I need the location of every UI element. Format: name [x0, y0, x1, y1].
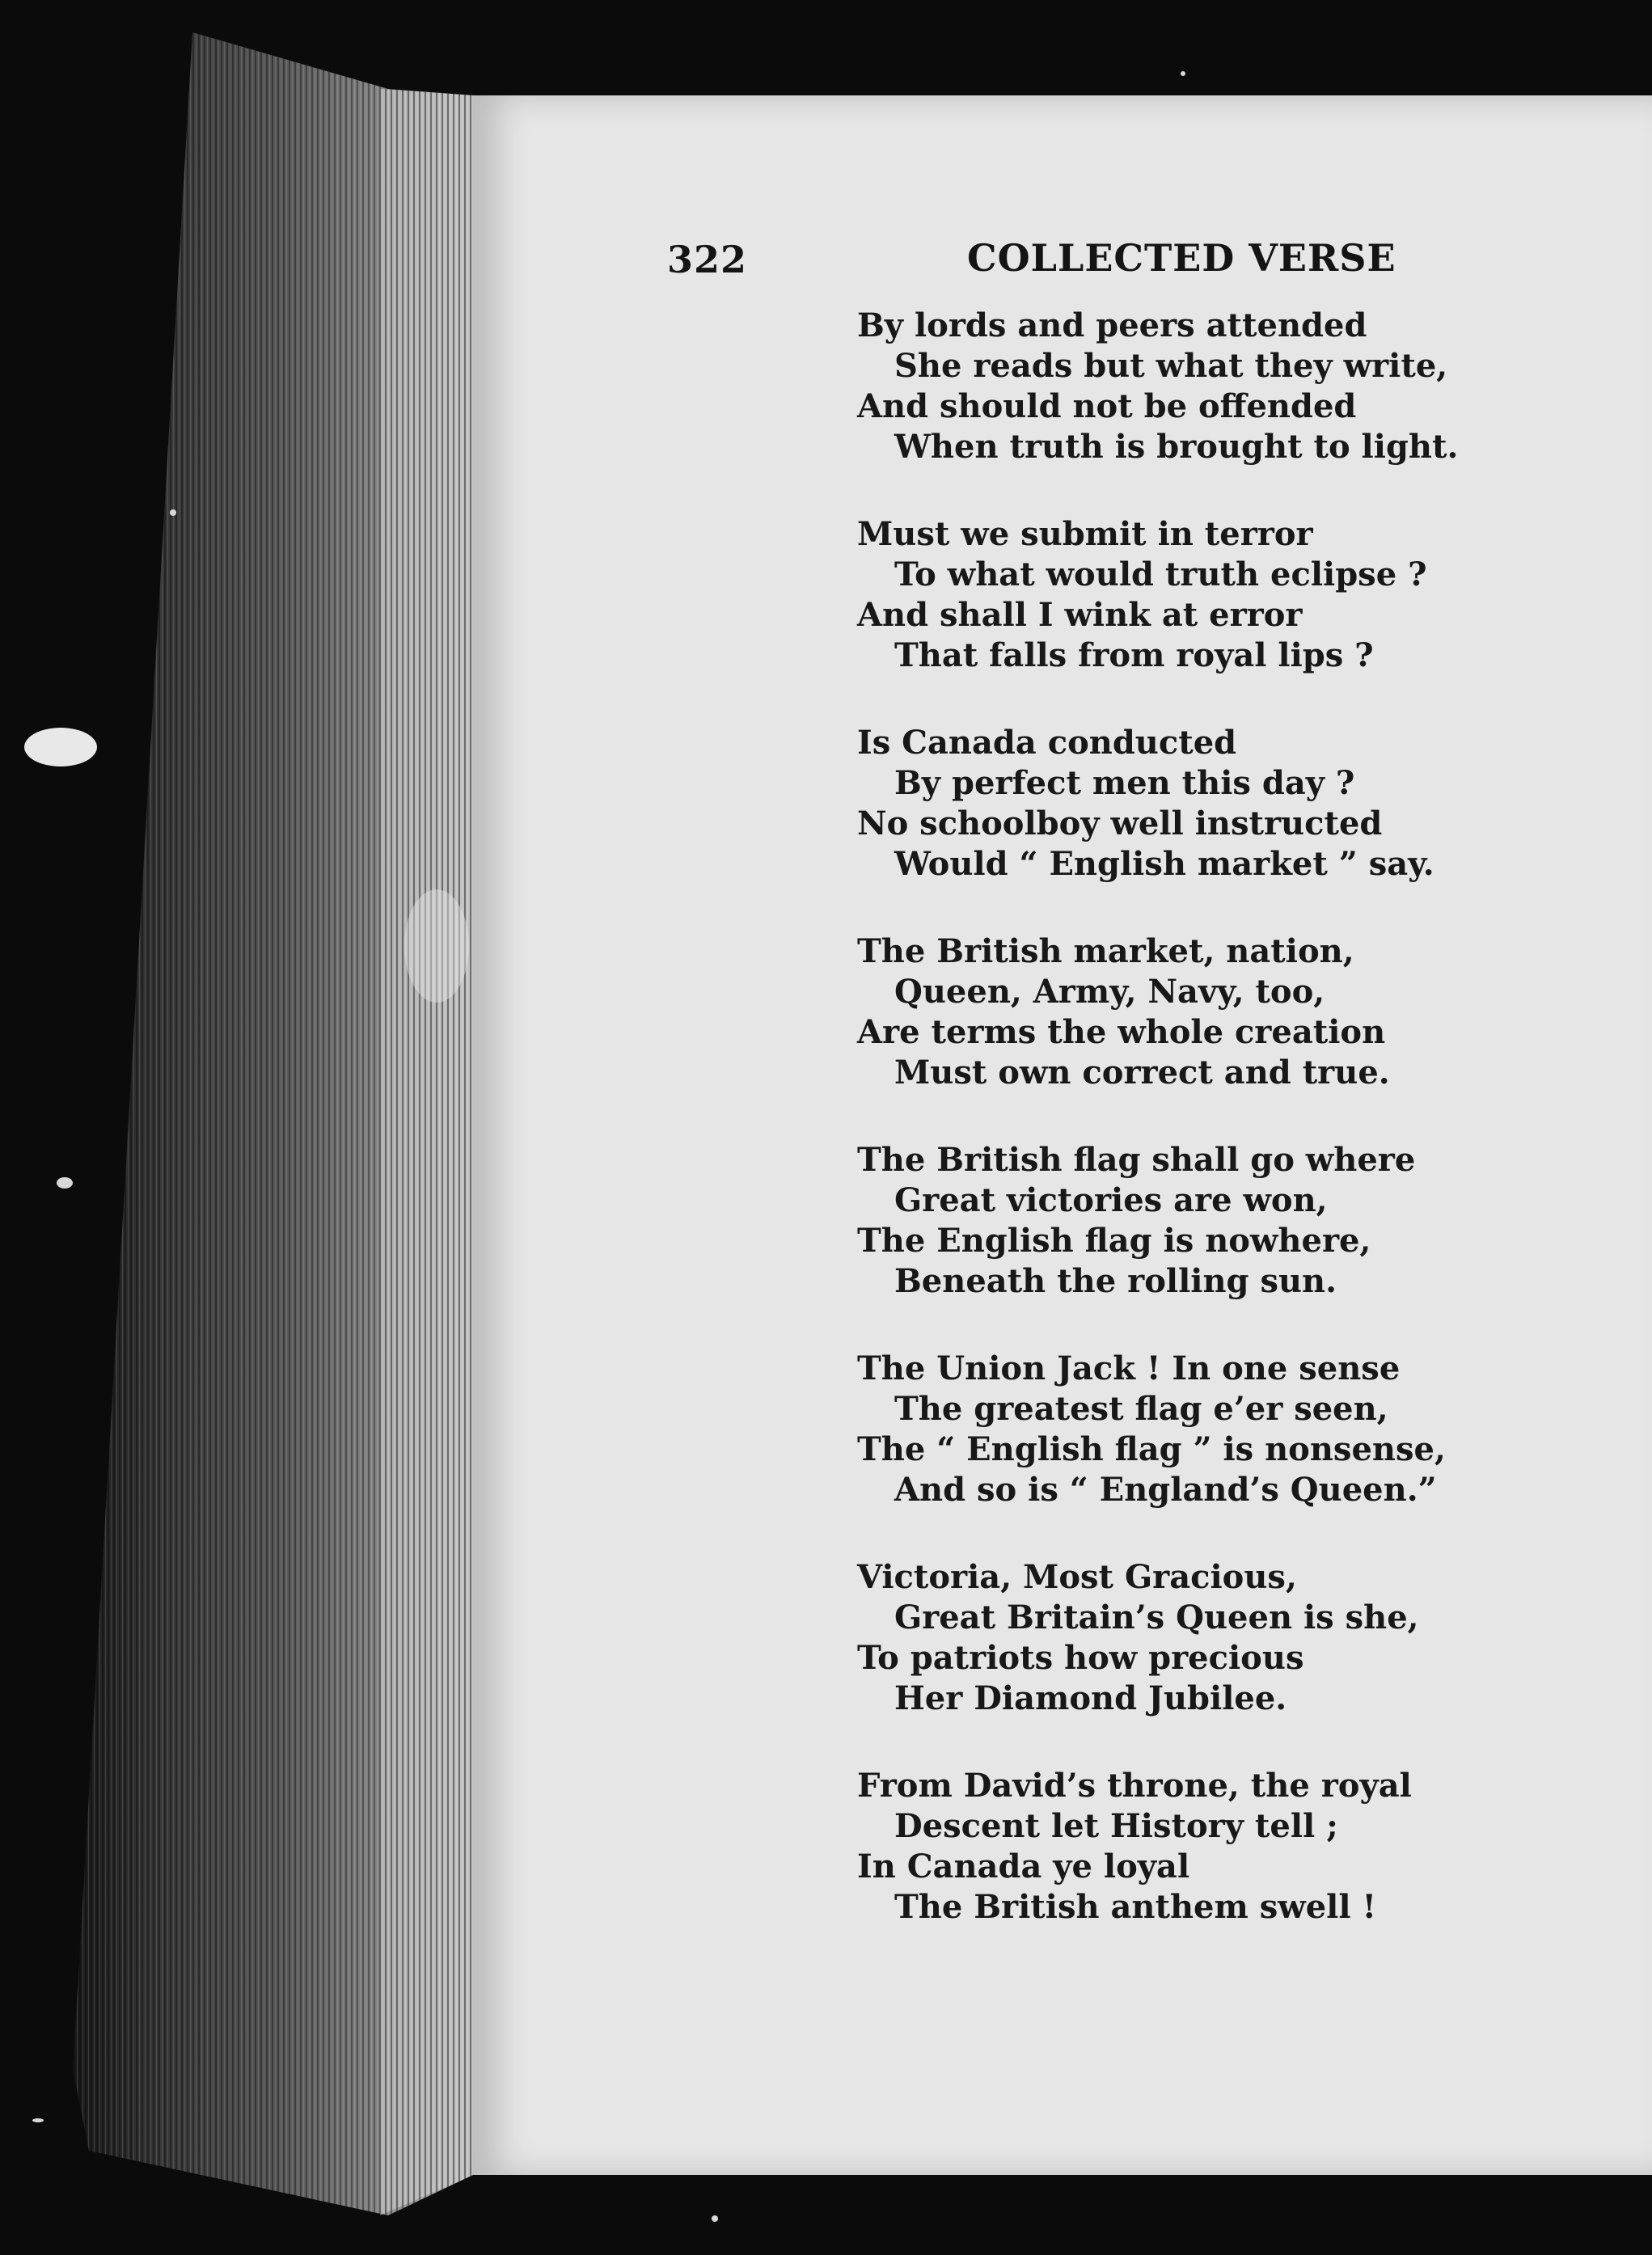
poem-line: Great victories are won,	[894, 1181, 1328, 1219]
poem-line: She reads but what they write,	[894, 347, 1448, 385]
stanza	[857, 1140, 1585, 1302]
poem-line: By lords and peers attended	[857, 306, 1367, 344]
poem-line: To patriots how precious	[857, 1639, 1304, 1677]
poem-line: From David’s throne, the royal	[857, 1767, 1412, 1805]
page-number: 322	[667, 238, 748, 281]
poem	[857, 306, 1585, 1974]
poem-line: No schoolboy well instructed	[857, 804, 1383, 842]
poem-line: The British market, nation,	[857, 932, 1354, 970]
stanza	[857, 723, 1585, 885]
poem-line: Victoria, Most Gracious,	[857, 1558, 1297, 1596]
dust-speck	[57, 1177, 73, 1189]
dust-speck	[712, 2215, 718, 2222]
stanza	[857, 514, 1585, 676]
stanza	[857, 1557, 1585, 1719]
poem-line: Her Diamond Jubilee.	[894, 1679, 1287, 1717]
poem-line: And should not be offended	[857, 387, 1357, 425]
dust-speck	[170, 509, 176, 516]
stanza	[857, 931, 1585, 1093]
stanza	[857, 1766, 1585, 1928]
poem-line: Are terms the whole creation	[857, 1013, 1386, 1051]
poem-line: Descent let History tell ;	[894, 1807, 1338, 1845]
poem-line: In Canada ye loyal	[857, 1847, 1190, 1886]
poem-line: When truth is brought to light.	[894, 428, 1459, 466]
poem-line: To what would truth eclipse ?	[894, 555, 1427, 593]
poem-line: Must we submit in terror	[857, 515, 1313, 553]
poem-line: By perfect men this day ?	[894, 764, 1355, 802]
dust-speck	[32, 2118, 44, 2122]
poem-line: The British flag shall go where	[857, 1141, 1416, 1179]
poem-line: The greatest flag e’er seen,	[894, 1390, 1388, 1428]
dust-speck	[1181, 71, 1185, 76]
poem-line: That falls from royal lips ?	[894, 636, 1374, 674]
poem-line: The Union Jack ! In one sense	[857, 1349, 1401, 1387]
poem-line: Would “ English market ” say.	[894, 845, 1434, 883]
stanza	[857, 1349, 1585, 1510]
poem-line: Great Britain’s Queen is she,	[894, 1598, 1419, 1636]
poem-line: Queen, Army, Navy, too,	[894, 973, 1325, 1011]
stanza	[857, 306, 1585, 467]
dust-speck	[24, 728, 97, 766]
poem-line: The “ English flag ” is nonsense,	[857, 1430, 1446, 1468]
poem-line: The English flag is nowhere,	[857, 1222, 1371, 1260]
poem-line: And shall I wink at error	[857, 596, 1303, 634]
poem-line: The British anthem swell !	[894, 1888, 1377, 1926]
poem-line: Is Canada conducted	[857, 724, 1237, 762]
poem-line: Must own correct and true.	[894, 1054, 1390, 1092]
poem-line: Beneath the rolling sun.	[894, 1262, 1337, 1300]
poem-line: And so is “ England’s Queen.”	[894, 1471, 1437, 1509]
running-head-title: COLLECTED VERSE	[967, 236, 1396, 280]
